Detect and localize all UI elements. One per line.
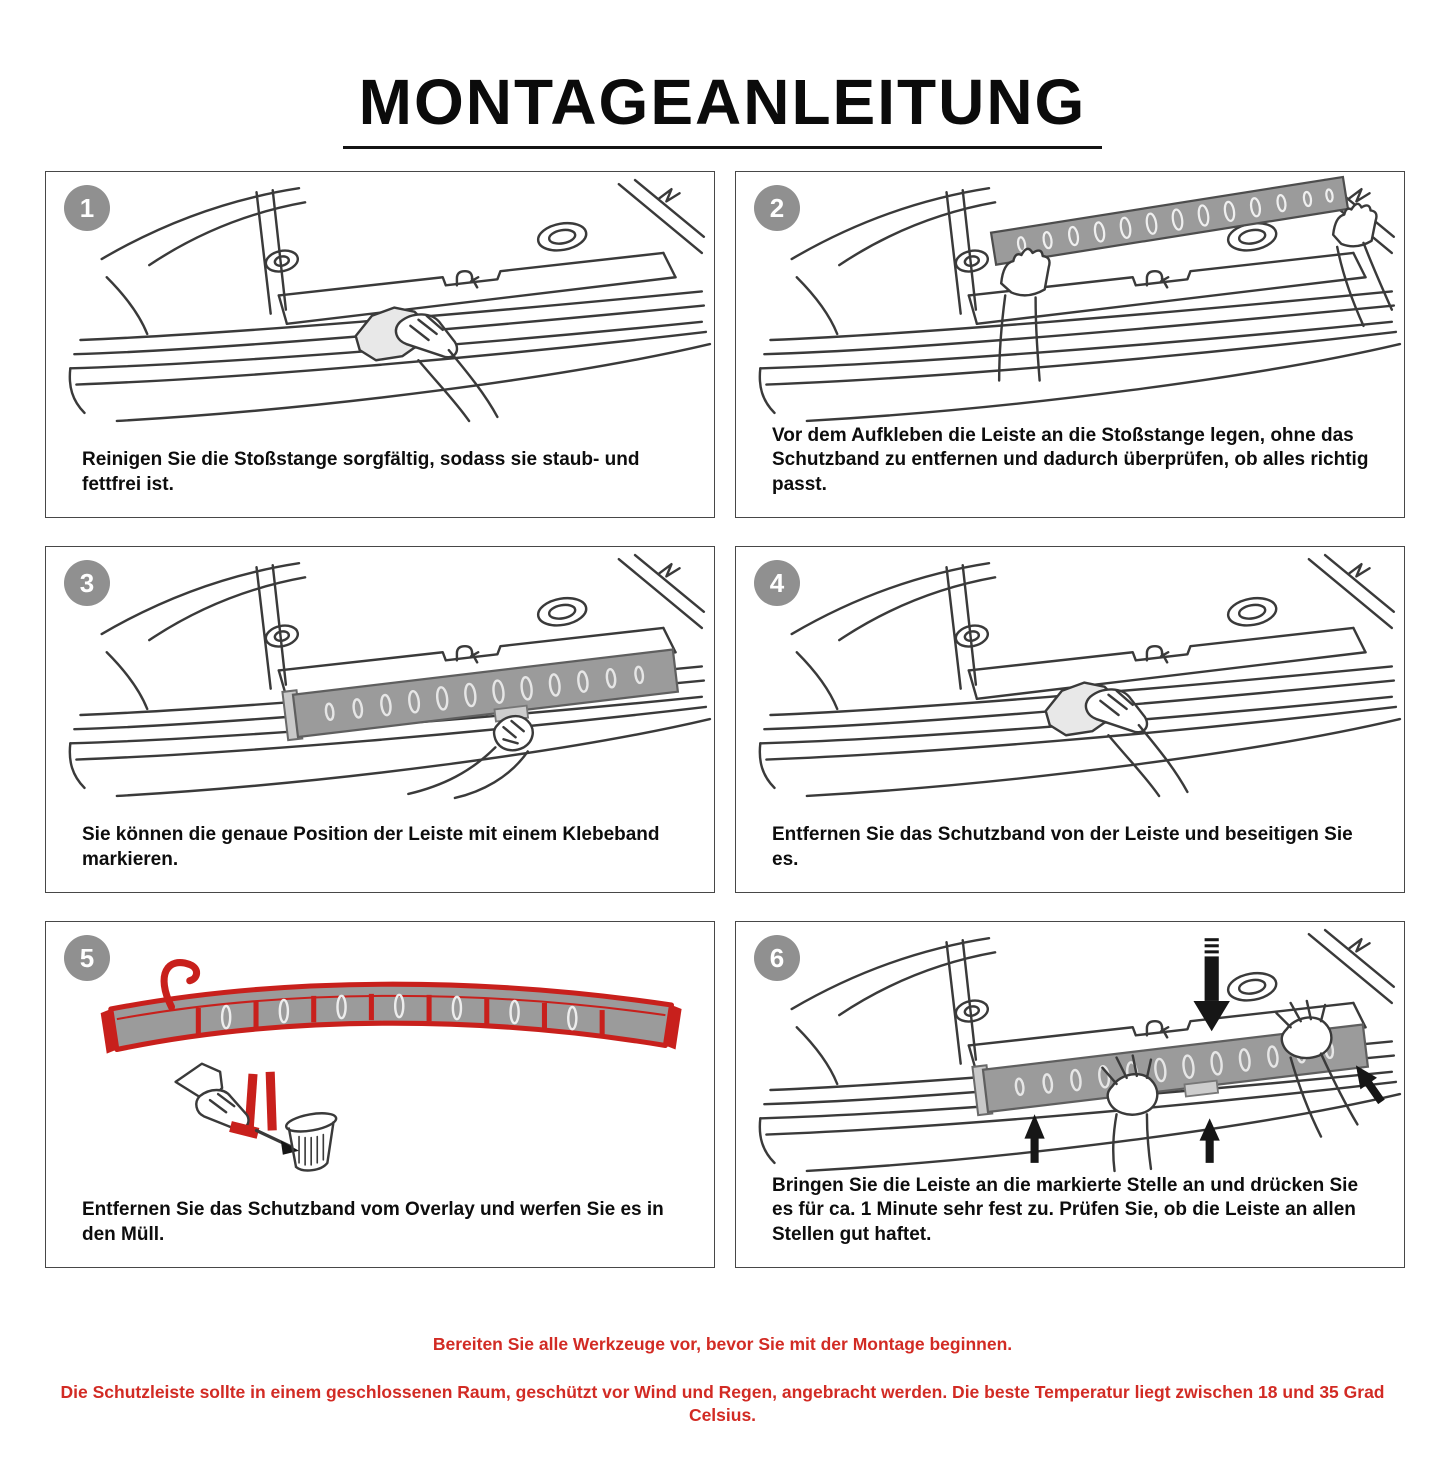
step-number: 3 xyxy=(79,567,95,598)
overlay-strip-remove-tape-trash-illustration xyxy=(46,922,714,1198)
step-number: 4 xyxy=(769,567,785,598)
step-caption-5: Entfernen Sie das Schutzband vom Overlay und werfen Sie es in den Müll. xyxy=(82,1199,664,1245)
footer-notes xyxy=(0,1334,1445,1427)
step-number-badge-1 xyxy=(64,185,110,231)
car-rear-strip-press-on-illustration xyxy=(736,922,1404,1174)
step-panel-5 xyxy=(45,921,715,1268)
step-number: 1 xyxy=(79,192,95,223)
car-rear-strip-mark-position-illustration xyxy=(46,547,714,823)
step-panel-1 xyxy=(45,171,715,518)
step-caption-6: Bringen Sie die Leiste an die markierte Stelle an und drücken Sie es für ca. 1 Minute sehr fest zu. Prüfen Sie, ob die Leiste an allen Stellen gut haftet. xyxy=(772,1175,1359,1245)
step-number-badge-3 xyxy=(64,560,110,606)
step-number-badge-4 xyxy=(754,560,800,606)
car-rear-bumper-wipe-illustration xyxy=(736,547,1404,823)
steps-grid xyxy=(45,171,1405,1268)
step-caption-4: Entfernen Sie das Schutzband von der Leiste und beseitigen Sie es. xyxy=(772,824,1353,870)
step-number-badge-5 xyxy=(64,935,110,981)
step-caption-1: Reinigen Sie die Stoßstange sorgfältig, sodass sie staub- und fettfrei ist. xyxy=(82,449,640,495)
step-panel-3 xyxy=(45,546,715,893)
step-panel-2 xyxy=(735,171,1405,518)
step-number: 2 xyxy=(769,192,785,223)
step-number-badge-2 xyxy=(754,185,800,231)
footer-note-tools: Bereiten Sie alle Werkzeuge vor, bevor Sie mit der Montage beginnen. xyxy=(432,1334,1013,1354)
page-header xyxy=(0,26,1445,192)
step-panel-4 xyxy=(735,546,1405,893)
step-caption-2: Vor dem Aufkleben die Leiste an die Stoßstange legen, ohne das Schutzband zu entfernen und dadurch überprüfen, ob alles richtig passt. xyxy=(772,425,1369,495)
footer-note-conditions: Die Schutzleiste sollte in einem geschlossenen Raum, geschützt vor Wind und Regen, angebracht werden. Die beste Temperatur liegt zwischen 18 und 35 Grad Celsius. xyxy=(60,1382,1385,1425)
car-rear-strip-test-fit-illustration xyxy=(736,172,1404,424)
page-title: MONTAGEANLEITUNG xyxy=(343,69,1103,149)
car-rear-bumper-wipe-illustration xyxy=(46,172,714,448)
step-caption-3: Sie können die genaue Position der Leiste mit einem Klebeband markieren. xyxy=(82,824,660,870)
montage-instruction-sheet xyxy=(0,26,1445,1471)
step-number-badge-6 xyxy=(754,935,800,981)
step-number: 6 xyxy=(769,942,785,973)
step-panel-6 xyxy=(735,921,1405,1268)
step-number: 5 xyxy=(79,942,95,973)
